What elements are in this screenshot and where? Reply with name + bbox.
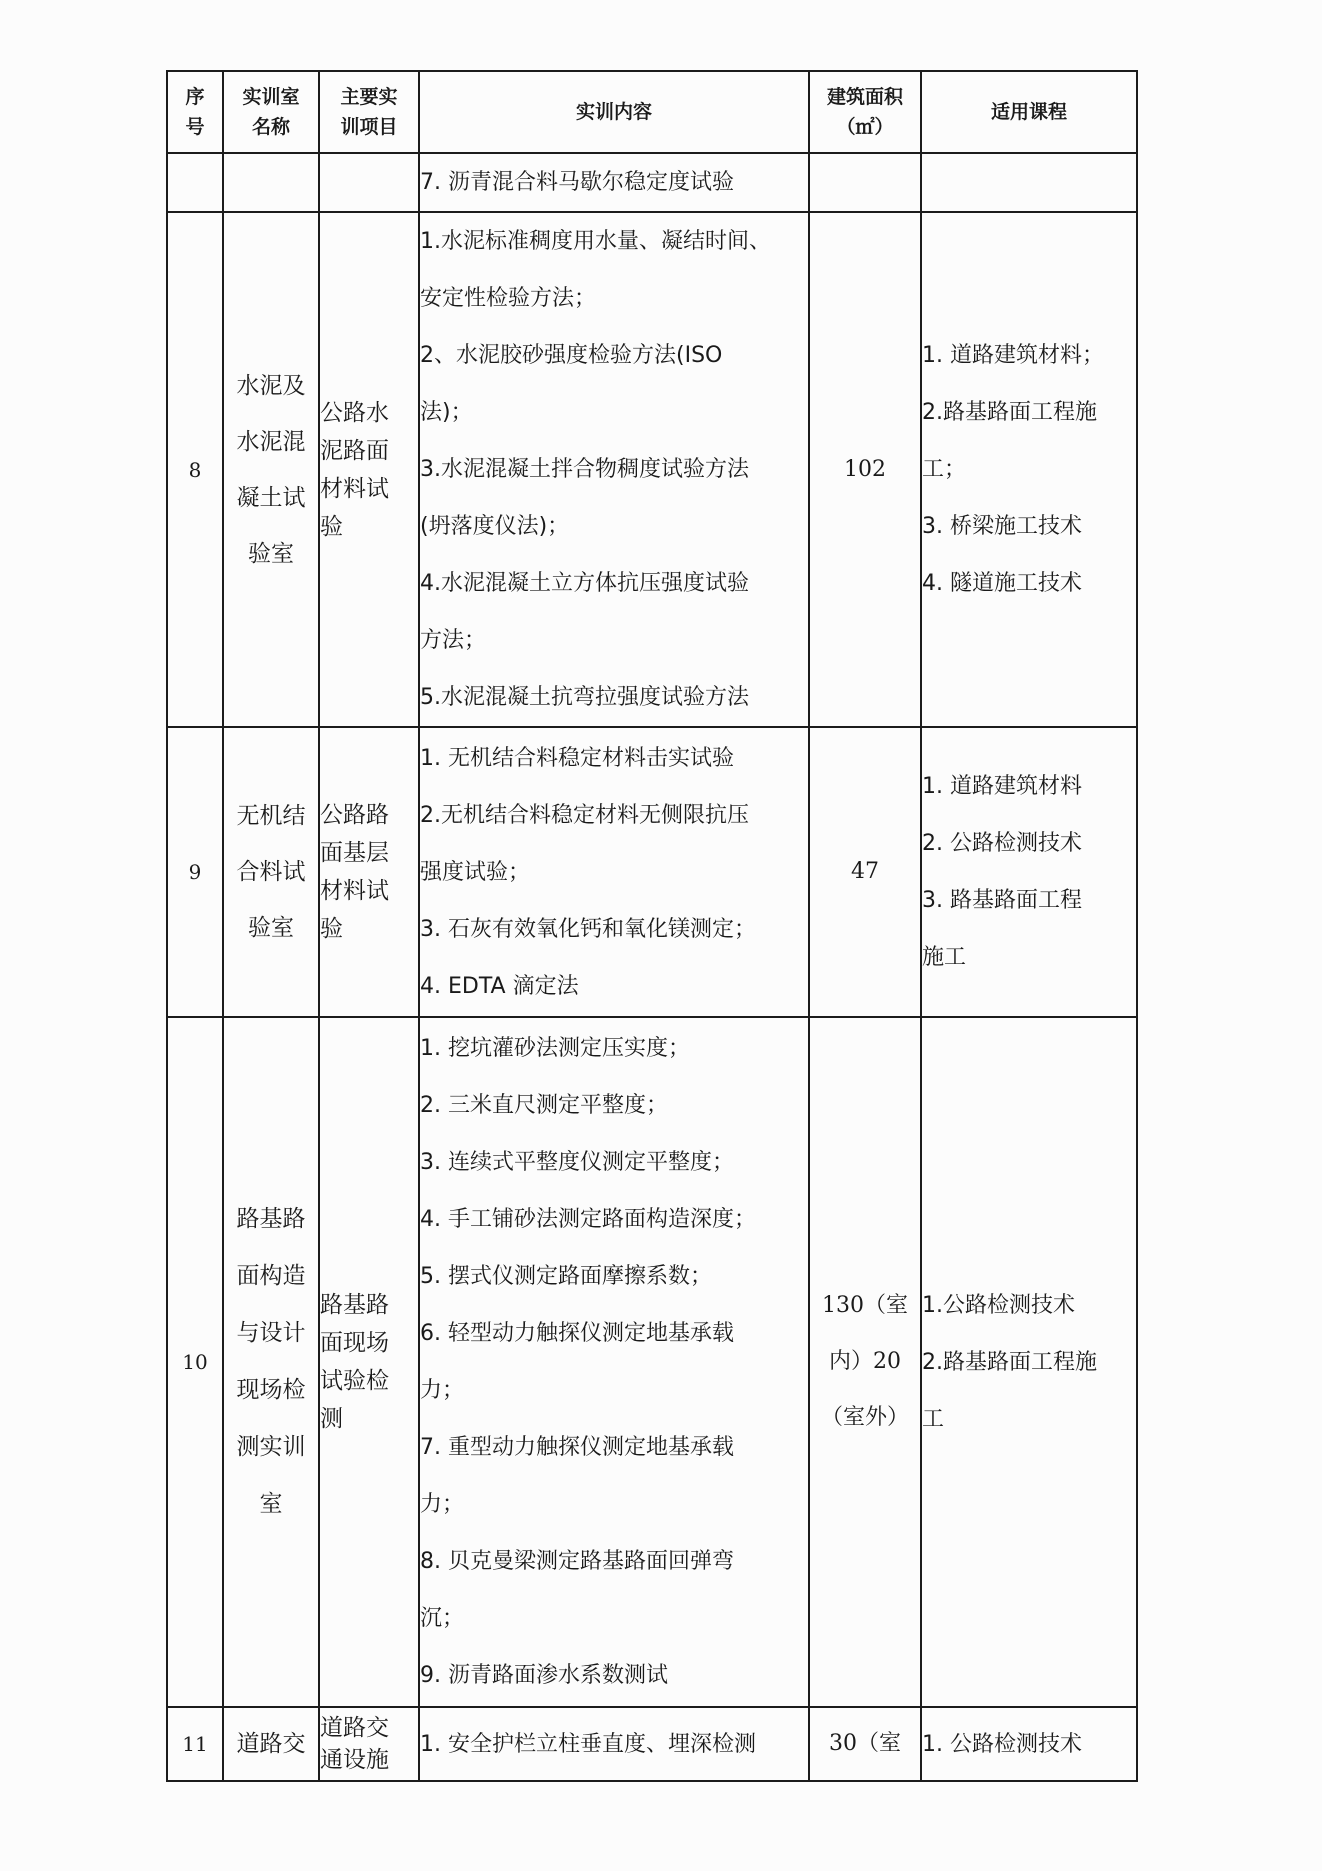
table-row [167,1707,1137,1781]
cell-area: 102 [809,212,921,727]
training-room-table [166,70,1138,1782]
cell-content: 1. 挖坑灌砂法测定压实度； 2. 三米直尺测定平整度； 3. 连续式平整度仪测定平整度； 4. 手工铺砂法测定路面构造深度； 5. 摆式仪测定路面摩擦系数； 6. 轻型动力触探仪测定地基承载 力； 7. 重型动力触探仪测定地基承载 力； 8. 贝克曼梁测定路基路面回弹弯 沉； 9. 沥青路面渗水系数测试 [419,1017,809,1707]
cell-content: 7. 沥青混合料马歇尔稳定度试验 [419,153,809,212]
cell-project: 公路水 泥路面 材料试 验 [319,212,419,727]
table-row [167,212,1137,727]
header-project: 主要实 训项目 [319,71,419,153]
header-content: 实训内容 [419,71,809,153]
cell-courses: 1. 道路建筑材料； 2.路基路面工程施 工； 3. 桥梁施工技术 4. 隧道施工技术 [921,212,1137,727]
header-courses: 适用课程 [921,71,1137,153]
cell-seq: 11 [167,1707,223,1781]
table-row [167,727,1137,1017]
header-room: 实训室 名称 [223,71,319,153]
cell-area: 47 [809,727,921,1017]
cell-seq: 8 [167,212,223,727]
cell-content: 1. 无机结合料稳定材料击实试验 2.无机结合料稳定材料无侧限抗压 强度试验； 3. 石灰有效氧化钙和氧化镁测定； 4. EDTA 滴定法 [419,727,809,1017]
cell-area: 130（室 内）20 （室外） [809,1017,921,1707]
cell-courses [921,153,1137,212]
cell-seq [167,153,223,212]
cell-area: 30（室 [809,1707,921,1781]
table-row [167,1017,1137,1707]
cell-content: 1. 安全护栏立柱垂直度、埋深检测 [419,1707,809,1781]
cell-project: 路基路 面现场 试验检 测 [319,1017,419,1707]
cell-project [319,153,419,212]
cell-room [223,153,319,212]
cell-courses: 1. 道路建筑材料 2. 公路检测技术 3. 路基路面工程 施工 [921,727,1137,1017]
header-seq: 序 号 [167,71,223,153]
cell-seq: 10 [167,1017,223,1707]
cell-room: 水泥及 水泥混 凝土试 验室 [223,212,319,727]
cell-room: 路基路 面构造 与设计 现场检 测实训 室 [223,1017,319,1707]
header-area: 建筑面积 （㎡） [809,71,921,153]
cell-courses: 1.公路检测技术 2.路基路面工程施 工 [921,1017,1137,1707]
table-row [167,153,1137,212]
cell-courses: 1. 公路检测技术 [921,1707,1137,1781]
header-row [167,71,1137,153]
cell-project: 公路路 面基层 材料试 验 [319,727,419,1017]
cell-content: 1.水泥标准稠度用水量、凝结时间、 安定性检验方法； 2、水泥胶砂强度检验方法(ISO 法)； 3.水泥混凝土拌合物稠度试验方法 (坍落度仪法)； 4.水泥混凝土立方体抗压强度试验 方法； 5.水泥混凝土抗弯拉强度试验方法 [419,212,809,727]
cell-room: 道路交 [223,1707,319,1781]
cell-project: 道路交 通设施 [319,1707,419,1781]
cell-seq: 9 [167,727,223,1017]
cell-room: 无机结 合料试 验室 [223,727,319,1017]
cell-area [809,153,921,212]
